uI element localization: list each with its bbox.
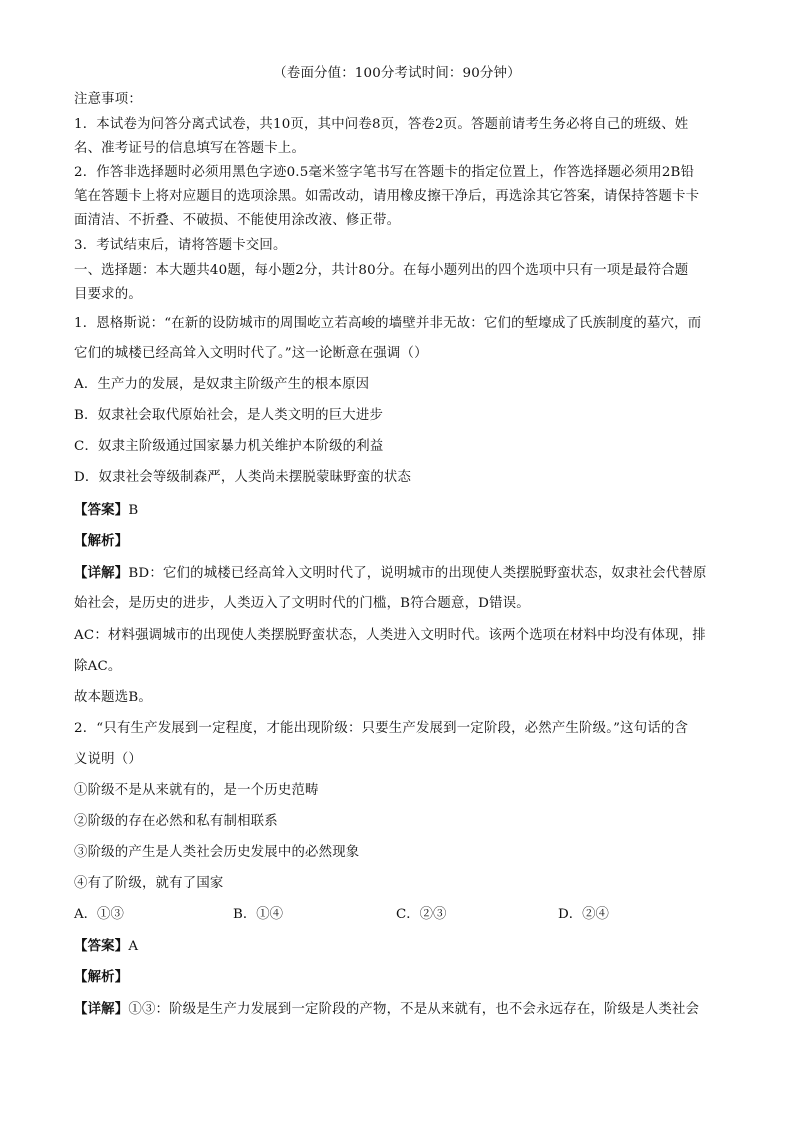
notice-title: 注意事项： [74, 92, 142, 107]
q1-conclusion: 故本题选B。 [74, 690, 152, 705]
q1-option-d: D．奴隶社会等级制森严，人类尚未摆脱蒙昧野蛮的状态 [74, 470, 412, 485]
q2-answer [74, 936, 138, 957]
q2-stem: 2．“只有生产发展到一定程度，才能出现阶级：只要生产发展到一定阶段，必然产生阶级。”这句话的含 [74, 721, 689, 736]
q2-stem: 义说明（） [74, 752, 142, 767]
detail-text: BD：它们的城楼已经高耸入文明时代了，说明城市的出现使人类摆脱野蛮状态，奴隶社会代替原 [128, 566, 707, 581]
q2-option-d: D．②④ [558, 907, 609, 922]
notice-line: 名、准考证号的信息填写在答题卡上。 [74, 141, 306, 156]
answer-value: B [128, 503, 139, 518]
q2-statement-2: ②阶级的存在必然和私有制相联系 [74, 814, 278, 829]
q1-detail-line: AC：材料强调城市的出现使人类摆脱野蛮状态，人类进入文明时代。该两个选项在材料中均没有体现，排 [74, 628, 706, 643]
q2-analysis-label: 【解析】 [74, 969, 129, 985]
q2-statement-4: ④有了阶级，就有了国家 [74, 876, 224, 891]
q1-detail-line: 除AC。 [74, 659, 122, 674]
q1-answer [74, 500, 138, 521]
q2-detail [74, 999, 699, 1020]
notice-line: 面清洁、不折叠、不破损、不能使用涂改液、修正带。 [74, 213, 401, 228]
section-heading-cont: 目要求的。 [74, 287, 142, 302]
q1-stem: 1．恩格斯说：“在新的设防城市的周围屹立若高峻的墙壁并非无故：它们的堑壕成了氏族制度的墓穴，而 [74, 316, 702, 331]
notice-line: 3．考试结束后，请将答题卡交回。 [74, 238, 287, 253]
answer-label: 【答案】 [74, 938, 129, 954]
q1-detail-line: 始社会，是历史的进步，人类迈入了文明时代的门槛，B符合题意，D错误。 [74, 596, 530, 611]
q2-option-b: B．①④ [233, 907, 284, 922]
notice-line: 2．作答非选择题时必须用黑色字迹0.5毫米签字笔书写在答题卡的指定位置上，作答选择题必须用2B铅 [74, 165, 695, 180]
q2-option-c: C．②③ [396, 907, 447, 922]
section-heading: 一、选择题：本大题共40题，每小题2分，共计80分。在每小题列出的四个选项中只有一项是最符合题 [74, 263, 689, 278]
q1-option-a: A．生产力的发展，是奴隶主阶级产生的根本原因 [74, 377, 370, 392]
detail-label: 【详解】 [74, 565, 129, 581]
q1-stem: 它们的城楼已经高耸入文明时代了。”这一论断意在强调（） [74, 346, 428, 361]
detail-label: 【详解】 [74, 1001, 129, 1017]
q1-option-b: B．奴隶社会取代原始社会，是人类文明的巨大进步 [74, 408, 384, 423]
q2-statement-1: ①阶级不是从来就有的，是一个历史范畴 [74, 783, 319, 798]
answer-label: 【答案】 [74, 502, 129, 518]
exam-header: （卷面分值：100分考试时间：90分钟） [273, 66, 521, 81]
q1-detail [74, 563, 707, 584]
answer-value: A [128, 939, 139, 954]
q2-statement-3: ③阶级的产生是人类社会历史发展中的必然现象 [74, 845, 360, 860]
q2-option-a: A．①③ [74, 907, 124, 922]
q1-option-c: C．奴隶主阶级通过国家暴力机关维护本阶级的利益 [74, 439, 384, 454]
notice-line: 笔在答题卡上将对应题目的选项涂黑。如需改动，请用橡皮擦干净后，再选涂其它答案，请保持答题卡卡 [74, 189, 700, 204]
q1-analysis-label: 【解析】 [74, 533, 129, 549]
notice-line: 1．本试卷为问答分离式试卷，共10页，其中问卷8页，答卷2页。答题前请考生务必将自己的班级、姓 [74, 117, 689, 132]
detail-text: ①③：阶级是生产力发展到一定阶段的产物，不是从来就有，也不会永远存在，阶级是人类社会 [128, 1002, 700, 1017]
